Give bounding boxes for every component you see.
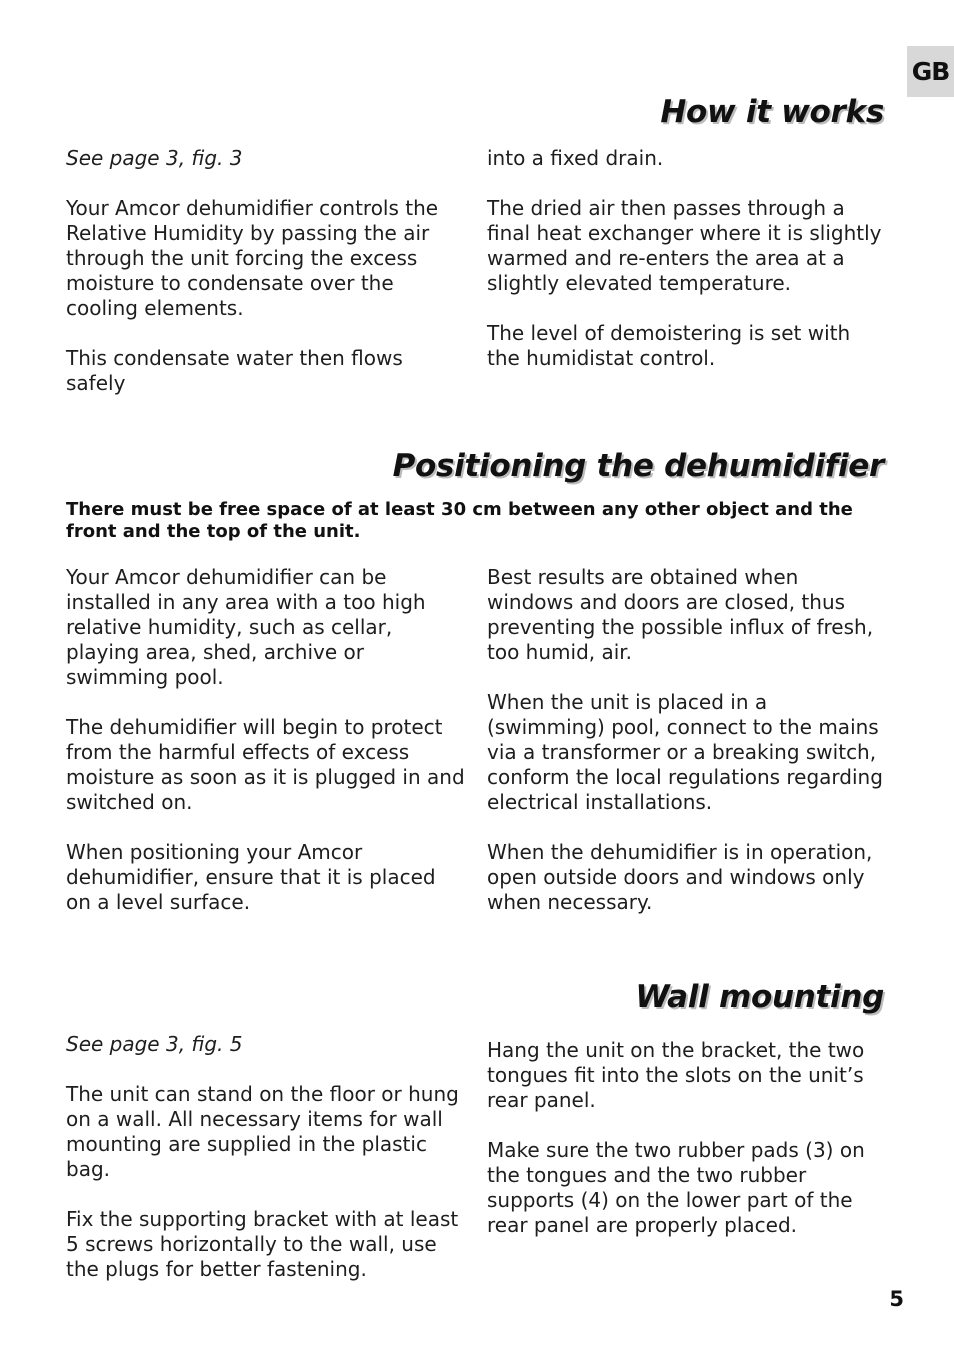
positioning-right-column (487, 565, 887, 915)
positioning-left-column (66, 565, 466, 915)
how-it-works-right-column (487, 146, 887, 371)
wall-mounting-right-column (487, 1038, 887, 1238)
section-heading-positioning: Positioning the dehumidifier (392, 448, 884, 484)
paragraph: The dehumidifier will begin to protect from the harmful effects of excess moisture as soon as it is plugged in and switched on. (66, 715, 465, 814)
paragraph: Fix the supporting bracket with at least 5 screws horizontally to the wall, use the plugs for better fastening. (66, 1207, 459, 1281)
figure-reference: See page 3, fig. 3 (66, 146, 243, 170)
paragraph: When the unit is placed in a (swimming) pool, connect to the mains via a transformer or a breaking switch, conform the local regulations regarding electrical installations. (487, 690, 883, 814)
paragraph: Hang the unit on the bracket, the two tongues fit into the slots on the unit’s rear panel. (487, 1038, 865, 1112)
paragraph: Best results are obtained when windows and doors are closed, thus preventing the possible influx of fresh, too humid, air. (487, 565, 874, 664)
paragraph: When positioning your Amcor dehumidifier, ensure that it is placed on a level surface. (66, 840, 436, 914)
free-space-warning: There must be free space of at least 30 cm between any other object and the front and the top of the unit. (66, 499, 853, 542)
page-number: 5 (889, 1287, 904, 1311)
paragraph: Make sure the two rubber pads (3) on the tongues and the two rubber supports (4) on the lower part of the rear panel are properly placed. (487, 1138, 865, 1237)
paragraph: This condensate water then flows safely (66, 346, 403, 395)
how-it-works-left-column (66, 146, 466, 396)
paragraph: The level of demoistering is set with the humidistat control. (487, 321, 851, 370)
paragraph: The dried air then passes through a final heat exchanger where it is slightly warmed and re-enters the area at a slightly elevated temperature. (487, 196, 882, 295)
section-heading-how-it-works: How it works (660, 94, 884, 130)
section-heading-wall-mounting: Wall mounting (635, 979, 884, 1015)
paragraph: When the dehumidifier is in operation, open outside doors and windows only when necessary. (487, 840, 873, 914)
paragraph: into a fixed drain. (487, 146, 664, 170)
figure-reference: See page 3, fig. 5 (66, 1032, 243, 1056)
wall-mounting-left-column (66, 1032, 466, 1282)
paragraph: The unit can stand on the floor or hung on a wall. All necessary items for wall mounting are supplied in the plastic bag. (66, 1082, 459, 1181)
paragraph: Your Amcor dehumidifier controls the Relative Humidity by passing the air through the unit forcing the excess moisture to condensate over the cooling elements. (66, 196, 439, 320)
language-tab: GB (907, 46, 954, 97)
paragraph: Your Amcor dehumidifier can be installed in any area with a too high relative humidity, such as cellar, playing area, shed, archive or swimming pool. (66, 565, 426, 689)
